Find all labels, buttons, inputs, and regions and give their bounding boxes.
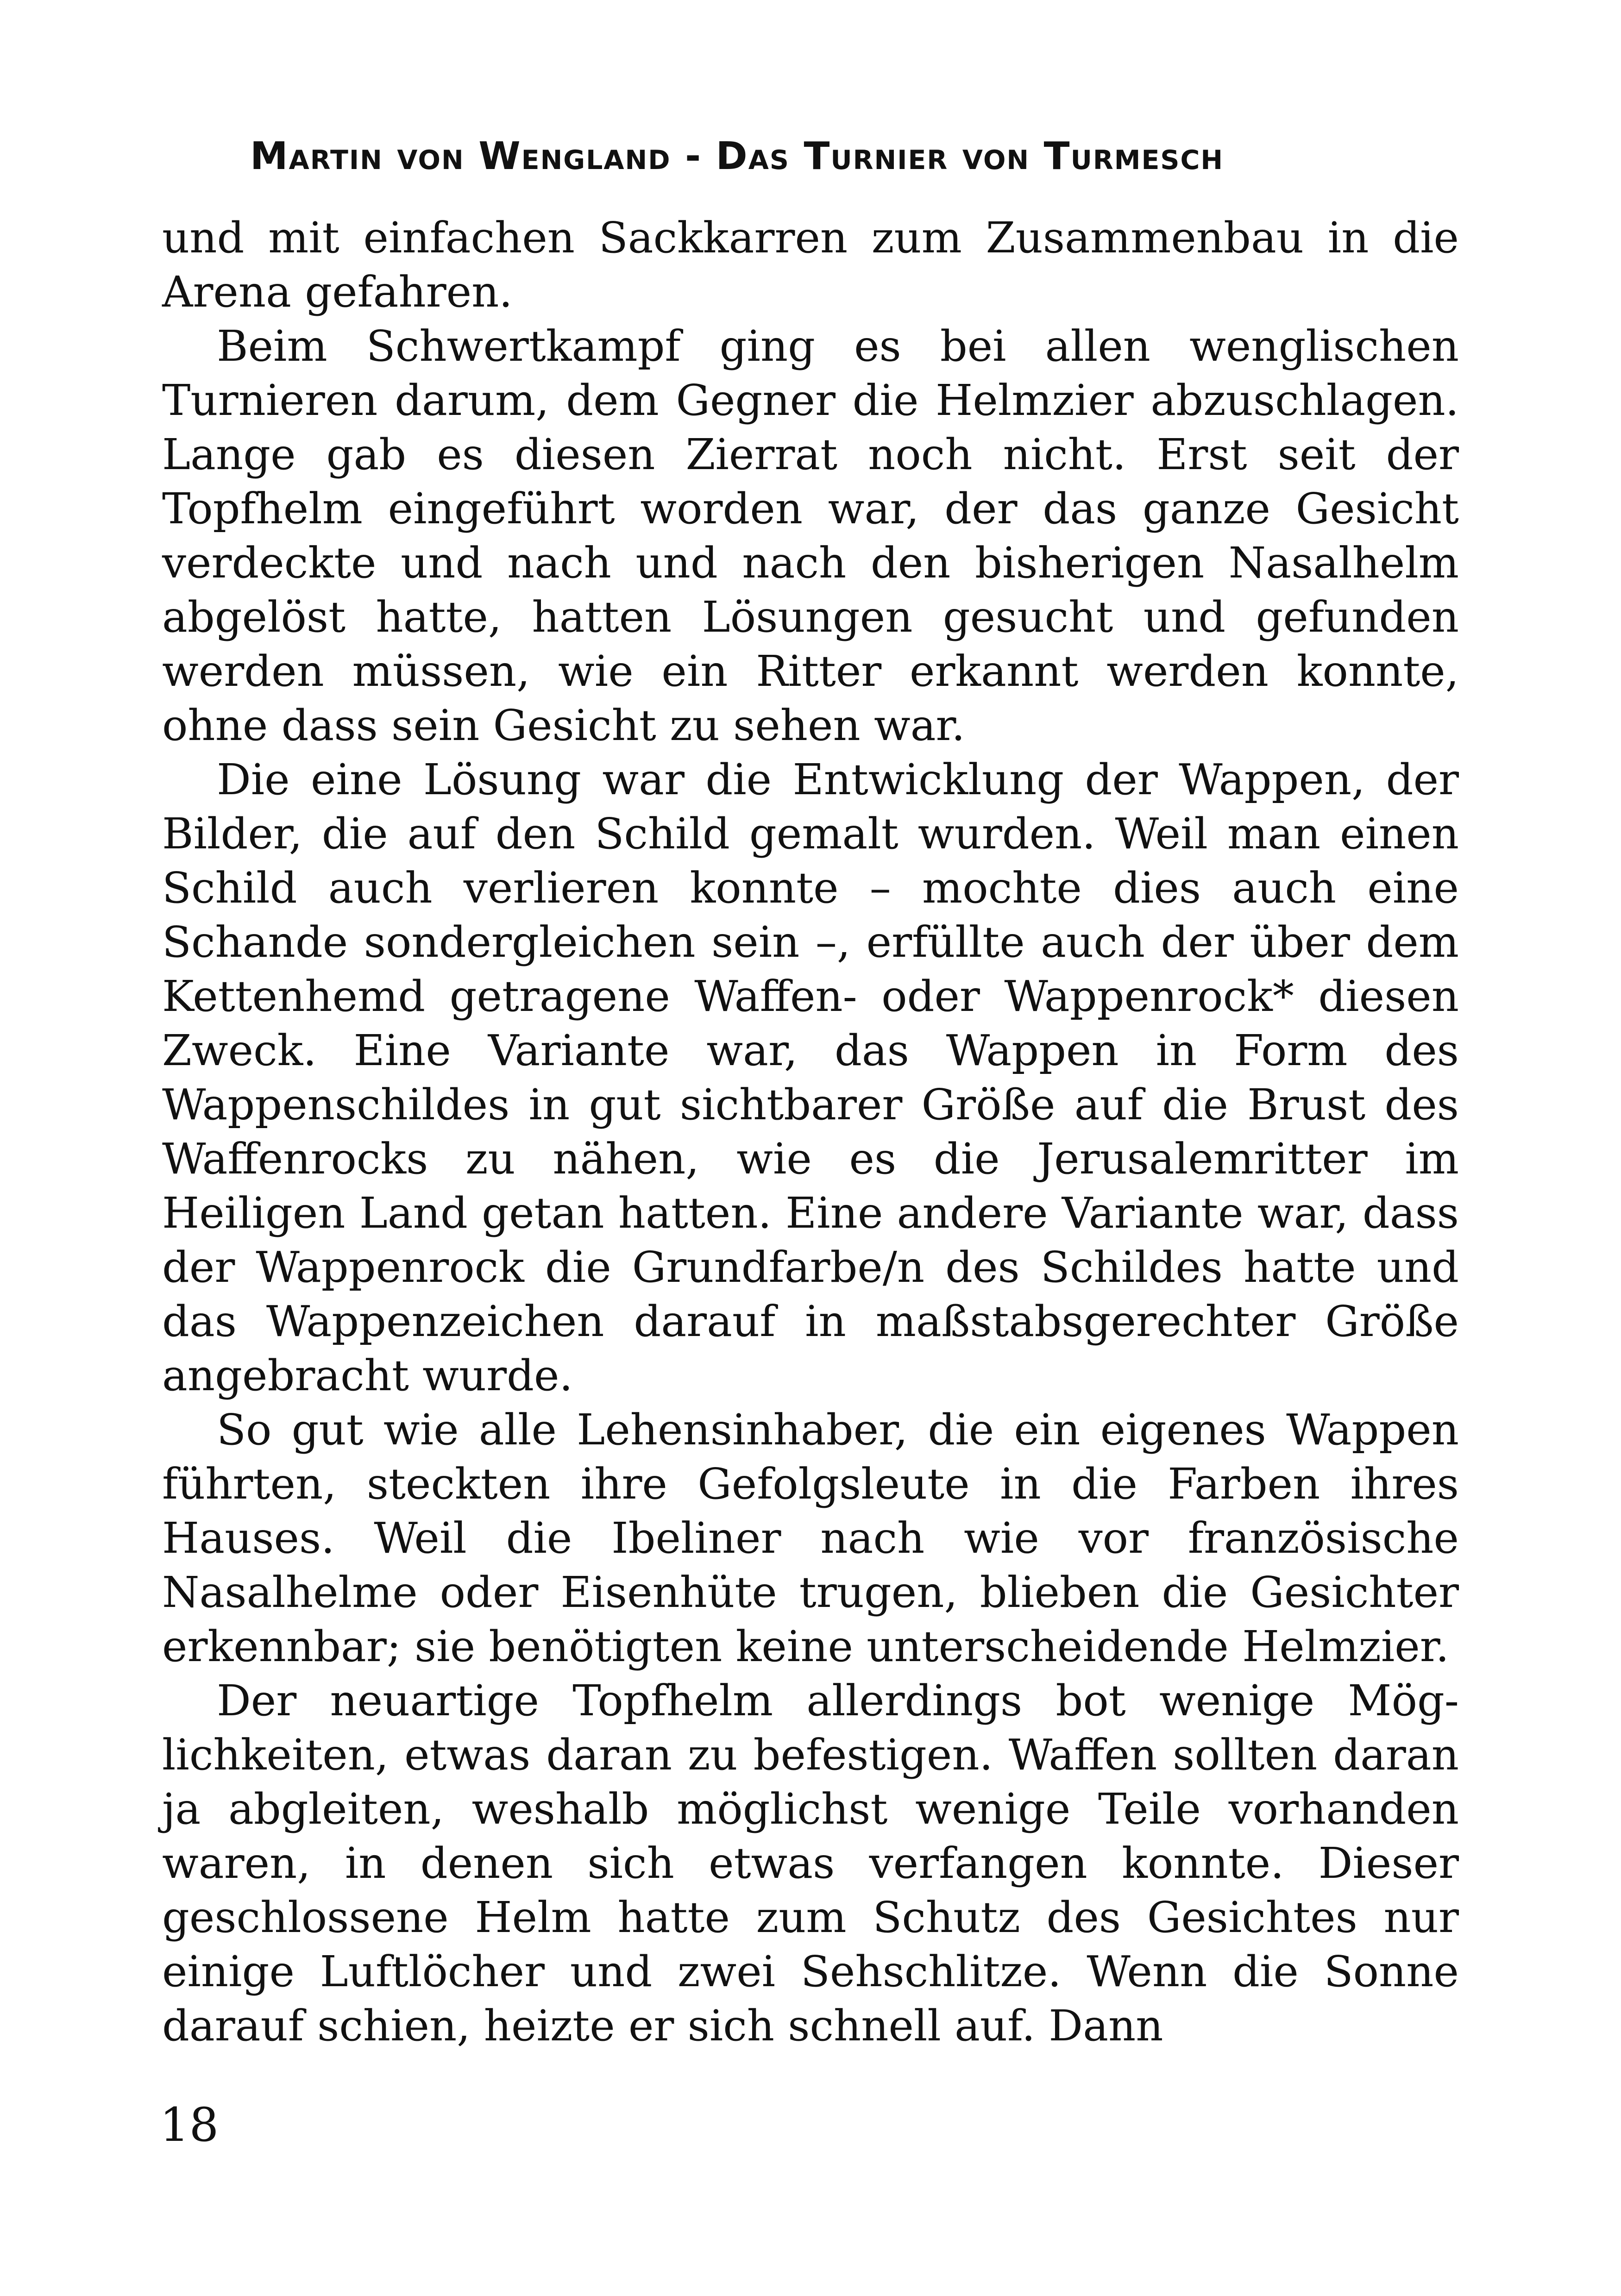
running-header: Martin von Wengland - Das Turnier von Turmesch bbox=[250, 134, 1224, 178]
paragraph: Die eine Lösung war die Entwicklung der Wappen, der Bilder, die auf den Schild gemalt wurden. Weil man einen Schild auch verlieren konnte – mochte dies auch eine Schande sondergleichen sein –, erfüllte auch der über dem Kettenhemd getragene Waffen- oder Wappenrock* diesen Zweck. Eine Variante war, das Wappen in Form des Wappenschildes in gut sichtbarer Größe auf die Brust des Waffenrocks zu nähen, wie es die Jerusalemritter im Heiligen Land getan hatten. Eine andere Variante war, dass der Wappenrock die Grundfarbe/n des Schildes hatte und das Wappenzeichen darauf in maßstabsgerechter Größe angebracht wurde. bbox=[162, 755, 1459, 1400]
paragraph: Beim Schwertkampf ging es bei allen wenglischen Turnieren darum, dem Gegner die Helmzier abzuschlagen. Lange gab es diesen Zierrat noch nicht. Erst seit der Topfhelm eingeführt worden war, der das ganze Gesicht verdeckte und nach und nach den bisherigen Nasalhelm abgelöst hatte, hatten Lösungen gesucht und gefunden werden müssen, wie ein Ritter erkannt werden konnte, ohne dass sein Gesicht zu sehen war. bbox=[162, 321, 1459, 750]
page-number: 18 bbox=[160, 2098, 219, 2152]
paragraph-continued: und mit einfachen Sackkarren zum Zusammenbau in die Arena gefahren. bbox=[162, 213, 1459, 317]
paragraph: So gut wie alle Lehensinhaber, die ein eigenes Wappen führten, steckten ihre Gefolgsleute in die Farben ihres Hauses. Weil die Ibeliner nach wie vor französische Nasalhelme oder Eisenhüte trugen, blieben die Gesichter erkennbar; sie benötigten keine unterscheidende Helmzier. bbox=[162, 1405, 1459, 1671]
paragraph: Der neuartige Topfhelm allerdings bot wenige Möglichkeiten, etwas daran zu befestigen. Waffen sollten daran ja abgleiten, weshalb möglichst wenige Teile vorhanden waren, in denen sich etwas verfangen konnte. Dieser geschlossene Helm hatte zum Schutz des Gesichtes nur einige Luftlöcher und zwei Sehschlitze. Wenn die Sonne darauf schien, heizte er sich schnell auf. Dann bbox=[162, 1676, 1459, 2051]
body-text bbox=[162, 211, 1459, 2053]
